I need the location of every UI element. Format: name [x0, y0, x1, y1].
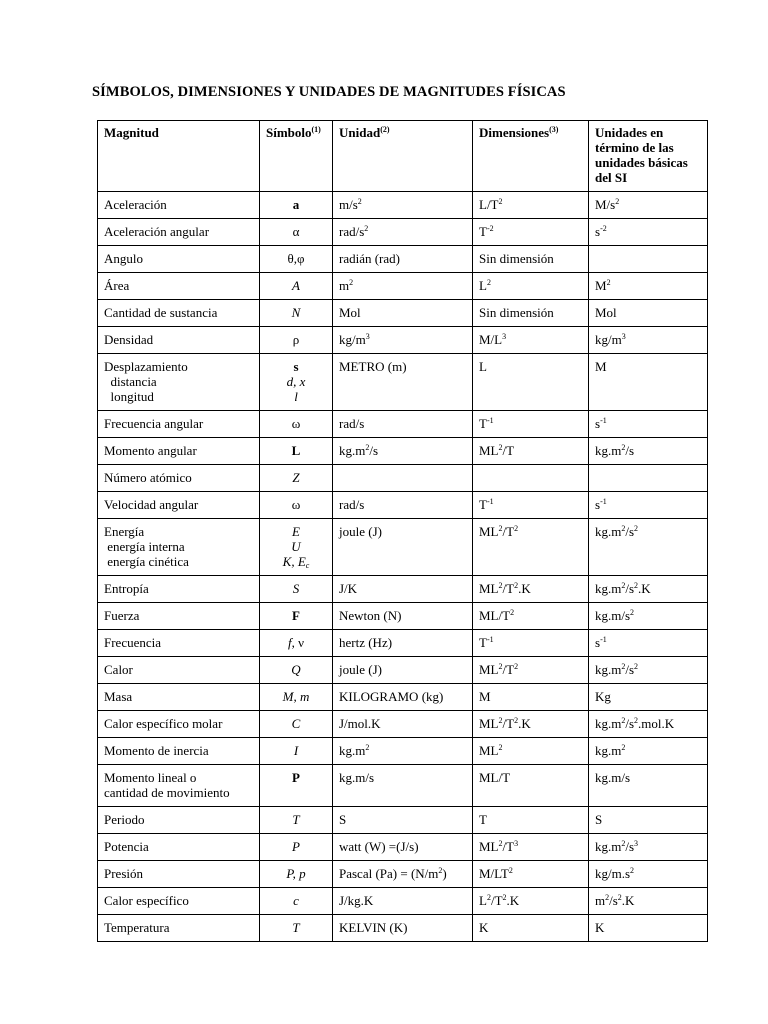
- cell-unidades-si: kg.m/s: [589, 765, 708, 807]
- simbolo-line: ω: [291, 416, 301, 431]
- header-unidades-si: Unidades en término de las unidades básicas del SI: [589, 121, 708, 192]
- table-row: [98, 807, 708, 834]
- cell-unidad: $kg.m^2/s$: [333, 438, 473, 465]
- cell-magnitud: [98, 492, 260, 519]
- cell-unidades-si: K: [589, 915, 708, 942]
- table-row: [98, 684, 708, 711]
- cell-simbolo: [260, 411, 333, 438]
- cell-simbolo: [260, 684, 333, 711]
- table-row: [98, 327, 708, 354]
- cell-simbolo: [260, 246, 333, 273]
- simbolo-line: ρ: [292, 332, 300, 347]
- simbolo-line: K, $E_c$: [282, 554, 310, 570]
- magnitud-line: cantidad de movimiento: [104, 785, 230, 800]
- magnitud-line: Momento lineal o: [104, 770, 197, 785]
- cell-unidad: KILOGRAMO (kg): [333, 684, 473, 711]
- cell-simbolo: [260, 519, 333, 576]
- simbolo-line: I: [293, 743, 299, 758]
- cell-dimensiones: $T^{-1}$: [473, 411, 589, 438]
- cell-dimensiones: ML/T: [473, 765, 589, 807]
- cell-dimensiones: $ML^2/T^3$: [473, 834, 589, 861]
- magnitud-line: Angulo: [104, 251, 143, 266]
- cell-magnitud: [98, 684, 260, 711]
- simbolo-line: S: [292, 581, 300, 596]
- simbolo-line: F: [292, 608, 300, 623]
- cell-magnitud: [98, 630, 260, 657]
- cell-simbolo: [260, 603, 333, 630]
- cell-simbolo: [260, 657, 333, 684]
- simbolo-line: θ,φ: [287, 251, 305, 266]
- cell-simbolo: [260, 438, 333, 465]
- cell-dimensiones: $ML^2/T^2.K$: [473, 576, 589, 603]
- simbolo-line: U: [291, 539, 301, 554]
- magnitud-line: Velocidad angular: [104, 497, 199, 512]
- cell-unidad: METRO (m): [333, 354, 473, 411]
- table-row: [98, 519, 708, 576]
- cell-magnitud: [98, 438, 260, 465]
- cell-simbolo: [260, 711, 333, 738]
- cell-magnitud: [98, 354, 260, 411]
- cell-magnitud: [98, 888, 260, 915]
- cell-unidades-si: $s^{-1}$: [589, 492, 708, 519]
- table-row: [98, 438, 708, 465]
- magnitud-line: Calor específico: [104, 893, 189, 908]
- cell-simbolo: [260, 273, 333, 300]
- cell-dimensiones: $T^{-1}$: [473, 492, 589, 519]
- cell-unidades-si: $kg.m^2/s$: [589, 438, 708, 465]
- header-simbolo: Símbolo$^{(1)}$: [260, 121, 333, 192]
- magnitud-line: Frecuencia: [104, 635, 162, 650]
- cell-magnitud: [98, 861, 260, 888]
- cell-magnitud: [98, 219, 260, 246]
- cell-unidad: J/K: [333, 576, 473, 603]
- cell-dimensiones: $M/LT^2$: [473, 861, 589, 888]
- simbolo-line: a: [292, 197, 300, 212]
- cell-dimensiones: $ML^2/T^2$: [473, 657, 589, 684]
- simbolo-line: P: [292, 839, 300, 854]
- cell-magnitud: [98, 657, 260, 684]
- cell-simbolo: [260, 492, 333, 519]
- cell-magnitud: [98, 576, 260, 603]
- simbolo-line: N: [291, 305, 301, 320]
- cell-unidad: S: [333, 807, 473, 834]
- simbolo-line: P: [292, 770, 300, 785]
- simbolo-line: α: [292, 224, 300, 239]
- cell-magnitud: [98, 519, 260, 576]
- cell-dimensiones: [473, 465, 589, 492]
- magnitud-line: Momento de inercia: [104, 743, 209, 758]
- simbolo-line: Z: [292, 470, 300, 485]
- magnitud-line: Calor: [104, 662, 133, 677]
- simbolo-line: f, ν: [287, 635, 304, 650]
- cell-dimensiones: $ML^2/T^2$: [473, 519, 589, 576]
- cell-magnitud: [98, 738, 260, 765]
- cell-unidad: $kg/m^3$: [333, 327, 473, 354]
- magnitud-line: Entropía: [104, 581, 149, 596]
- cell-unidad: watt (W) =(J/s): [333, 834, 473, 861]
- cell-dimensiones: $ML^2$: [473, 738, 589, 765]
- cell-simbolo: [260, 834, 333, 861]
- cell-simbolo: [260, 354, 333, 411]
- cell-unidad: $m/s^2$: [333, 192, 473, 219]
- cell-dimensiones: Sin dimensión: [473, 246, 589, 273]
- cell-unidad: radián (rad): [333, 246, 473, 273]
- cell-dimensiones: T: [473, 807, 589, 834]
- cell-dimensiones: $M/L^3$: [473, 327, 589, 354]
- cell-unidad: KELVIN (K): [333, 915, 473, 942]
- cell-unidad: rad/s: [333, 492, 473, 519]
- cell-unidad: J/mol.K: [333, 711, 473, 738]
- table-row: [98, 219, 708, 246]
- cell-unidad: J/kg.K: [333, 888, 473, 915]
- cell-unidad: $kg.m^2$: [333, 738, 473, 765]
- cell-unidad: Pascal $(Pa) = (N/m^2)$: [333, 861, 473, 888]
- magnitud-line: Densidad: [104, 332, 154, 347]
- cell-magnitud: [98, 807, 260, 834]
- table-row: [98, 492, 708, 519]
- cell-dimensiones: $ML^2/T$: [473, 438, 589, 465]
- cell-unidad: $m^2$: [333, 273, 473, 300]
- cell-simbolo: [260, 465, 333, 492]
- cell-unidad: joule (J): [333, 519, 473, 576]
- header-unidad: Unidad$^{(2)}$: [333, 121, 473, 192]
- cell-unidades-si: $kg/m^3$: [589, 327, 708, 354]
- cell-magnitud: [98, 327, 260, 354]
- cell-unidades-si: S: [589, 807, 708, 834]
- magnitud-line: longitud: [104, 389, 154, 404]
- cell-magnitud: [98, 300, 260, 327]
- magnitud-line: Fuerza: [104, 608, 140, 623]
- cell-dimensiones: $ML^2/T^2.K$: [473, 711, 589, 738]
- cell-magnitud: [98, 765, 260, 807]
- table-row: [98, 711, 708, 738]
- page-title: SÍMBOLOS, DIMENSIONES Y UNIDADES DE MAGNITUDES FÍSICAS: [92, 84, 566, 100]
- table-row: [98, 354, 708, 411]
- table-row: [98, 246, 708, 273]
- cell-dimensiones: $T^{-1}$: [473, 630, 589, 657]
- cell-unidades-si: Kg: [589, 684, 708, 711]
- cell-unidades-si: $kg.m^2/s^2$: [589, 519, 708, 576]
- simbolo-line: E: [292, 524, 300, 539]
- cell-unidades-si: $m^2/s^2.K$: [589, 888, 708, 915]
- cell-dimensiones: L: [473, 354, 589, 411]
- simbolo-line: Q: [291, 662, 301, 677]
- magnitudes-table: [97, 120, 708, 942]
- cell-simbolo: [260, 327, 333, 354]
- magnitud-line: energía interna: [104, 539, 185, 554]
- cell-dimensiones: $ML/T^2$: [473, 603, 589, 630]
- magnitud-line: Aceleración angular: [104, 224, 210, 239]
- cell-unidad: hertz (Hz): [333, 630, 473, 657]
- cell-unidades-si: $kg.m^2/s^2.mol.K$: [589, 711, 708, 738]
- table-body: [98, 192, 708, 942]
- simbolo-line: L: [291, 443, 301, 458]
- magnitud-line: Potencia: [104, 839, 149, 854]
- magnitud-line: Periodo: [104, 812, 145, 827]
- simbolo-line: c: [293, 893, 299, 908]
- cell-unidad: rad/$s^2$: [333, 219, 473, 246]
- table-row: [98, 603, 708, 630]
- cell-simbolo: [260, 807, 333, 834]
- cell-simbolo: [260, 630, 333, 657]
- cell-dimensiones: $L^2/T^2.K$: [473, 888, 589, 915]
- cell-simbolo: [260, 738, 333, 765]
- table-row: [98, 765, 708, 807]
- magnitud-line: Área: [104, 278, 130, 293]
- table-row: [98, 861, 708, 888]
- table-row: [98, 888, 708, 915]
- simbolo-line: P, p: [286, 866, 306, 881]
- cell-unidades-si: $M^2$: [589, 273, 708, 300]
- cell-unidades-si: [589, 246, 708, 273]
- cell-unidad: [333, 465, 473, 492]
- cell-unidades-si: $M/s^2$: [589, 192, 708, 219]
- cell-magnitud: [98, 834, 260, 861]
- cell-dimensiones: Sin dimensión: [473, 300, 589, 327]
- magnitud-line: energía cinética: [104, 554, 189, 569]
- cell-unidades-si: $kg.m^2/s^2.K$: [589, 576, 708, 603]
- cell-unidades-si: $kg.m^2$: [589, 738, 708, 765]
- cell-simbolo: [260, 219, 333, 246]
- simbolo-line: d, x: [286, 374, 306, 389]
- cell-magnitud: [98, 465, 260, 492]
- simbolo-line: C: [291, 716, 301, 731]
- magnitud-line: Calor específico molar: [104, 716, 223, 731]
- table-row: [98, 657, 708, 684]
- magnitud-line: Aceleración: [104, 197, 167, 212]
- cell-magnitud: [98, 711, 260, 738]
- table-row: [98, 300, 708, 327]
- cell-unidad: Newton (N): [333, 603, 473, 630]
- cell-simbolo: [260, 192, 333, 219]
- cell-dimensiones: $T^{-2}$: [473, 219, 589, 246]
- magnitud-line: Momento angular: [104, 443, 197, 458]
- simbolo-line: M, m: [282, 689, 310, 704]
- magnitud-line: distancia: [104, 374, 157, 389]
- cell-dimensiones: M: [473, 684, 589, 711]
- cell-magnitud: [98, 273, 260, 300]
- magnitud-line: Cantidad de sustancia: [104, 305, 218, 320]
- table-row: [98, 576, 708, 603]
- table-row: [98, 630, 708, 657]
- table-header-row: [98, 121, 708, 192]
- header-dimensiones: Dimensiones$^{(3)}$: [473, 121, 589, 192]
- cell-unidades-si: $s^{-1}$: [589, 630, 708, 657]
- table-row: [98, 273, 708, 300]
- simbolo-line: l: [294, 389, 298, 404]
- cell-unidades-si: M: [589, 354, 708, 411]
- table-row: [98, 465, 708, 492]
- cell-magnitud: [98, 915, 260, 942]
- table-row: [98, 738, 708, 765]
- table-row: [98, 192, 708, 219]
- cell-unidades-si: $s^{-2}$: [589, 219, 708, 246]
- cell-simbolo: [260, 915, 333, 942]
- table-row: [98, 915, 708, 942]
- cell-unidades-si: $kg/m.s^2$: [589, 861, 708, 888]
- cell-dimensiones: K: [473, 915, 589, 942]
- cell-unidades-si: $kg.m^2/s^2$: [589, 657, 708, 684]
- cell-magnitud: [98, 192, 260, 219]
- table-row: [98, 834, 708, 861]
- simbolo-line: T: [292, 920, 300, 935]
- magnitud-line: Número atómico: [104, 470, 192, 485]
- magnitud-line: Masa: [104, 689, 133, 704]
- cell-simbolo: [260, 888, 333, 915]
- magnitud-line: Presión: [104, 866, 143, 881]
- cell-simbolo: [260, 300, 333, 327]
- cell-simbolo: [260, 861, 333, 888]
- magnitud-line: Energía: [104, 524, 145, 539]
- magnitud-line: Desplazamiento: [104, 359, 188, 374]
- cell-magnitud: [98, 411, 260, 438]
- simbolo-line: T: [292, 812, 300, 827]
- cell-magnitud: [98, 603, 260, 630]
- cell-unidades-si: $s^{-1}$: [589, 411, 708, 438]
- simbolo-line: ω: [291, 497, 301, 512]
- cell-simbolo: [260, 576, 333, 603]
- cell-dimensiones: $L/T^2$: [473, 192, 589, 219]
- cell-unidad: rad/s: [333, 411, 473, 438]
- cell-unidad: Mol: [333, 300, 473, 327]
- simbolo-line: A: [292, 278, 300, 293]
- header-magnitud: Magnitud: [98, 121, 260, 192]
- cell-unidades-si: $kg.m^2/s^3$: [589, 834, 708, 861]
- cell-unidades-si: $kg.m/s^2$: [589, 603, 708, 630]
- cell-unidad: joule (J): [333, 657, 473, 684]
- cell-unidades-si: Mol: [589, 300, 708, 327]
- table-row: [98, 411, 708, 438]
- simbolo-line: s: [293, 359, 299, 374]
- cell-unidad: kg.m/s: [333, 765, 473, 807]
- magnitud-line: Temperatura: [104, 920, 170, 935]
- cell-simbolo: [260, 765, 333, 807]
- cell-magnitud: [98, 246, 260, 273]
- cell-unidades-si: [589, 465, 708, 492]
- magnitud-line: Frecuencia angular: [104, 416, 204, 431]
- cell-dimensiones: $L^2$: [473, 273, 589, 300]
